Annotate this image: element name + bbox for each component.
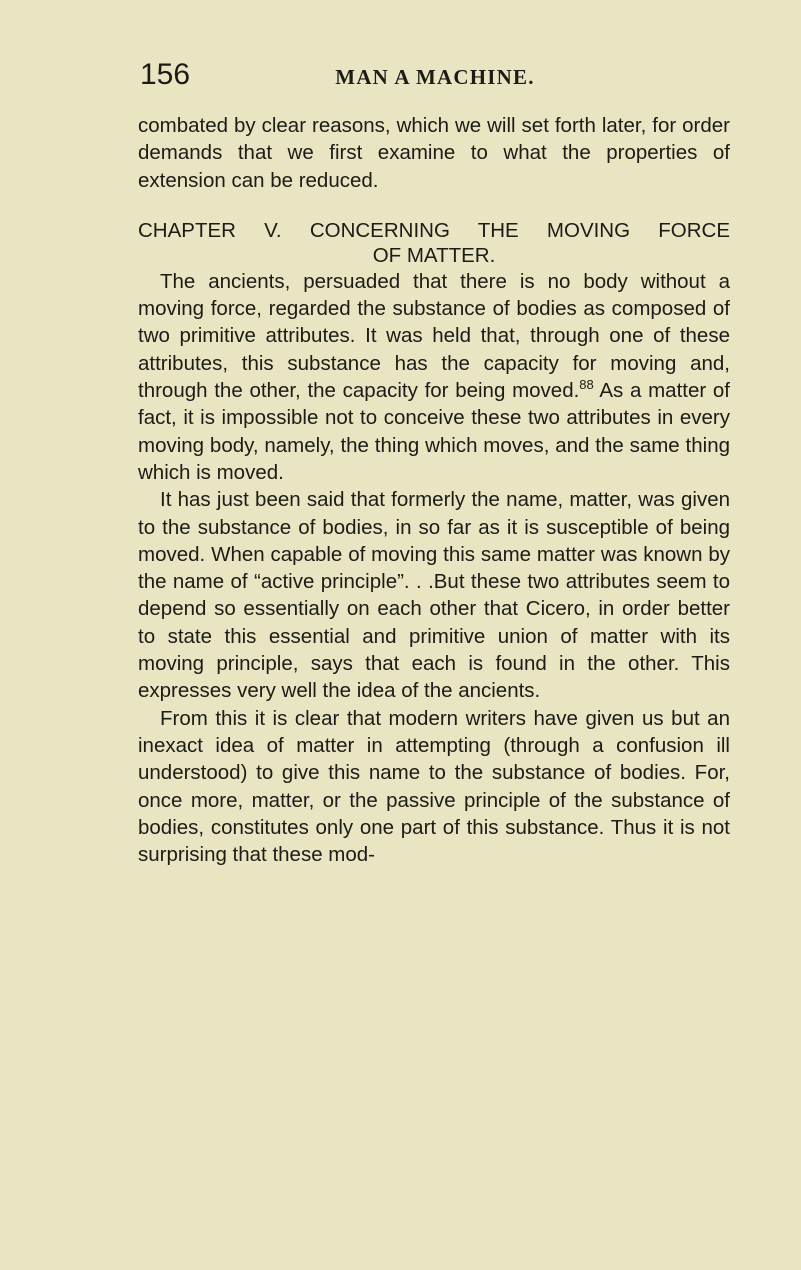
paragraph-ancients (138, 268, 730, 486)
page-header (140, 58, 730, 98)
page-number: 156 (140, 58, 191, 91)
paragraph-continued: combated by clear reasons, which we will set forth later, for order demands that we first examine to what the properties of extension can be reduced. (138, 114, 730, 192)
chapter-heading-line-1: CHAPTER V. CONCERNING THE MOVING FORCE (138, 218, 730, 242)
paragraph-ancients-part-2: As a matter of fact, it is impossible not to conceive these two attributes in every moving body, namely, the thing which moves, and the same thing which is moved. (138, 379, 730, 484)
paragraph-modern-writers: From this it is clear that modern writers have given us but an inexact idea of matter in attempting (through a confusion ill understood) to give this name to the substance of bodies. For, once more, matter, or the passive principle of the substance of bodies, constitutes only one part of this substance. Thus it is not surprising that these mod- (138, 706, 730, 867)
paragraph-ancients-part-1: The ancients, persuaded that there is no body without a moving force, regarded the substance of bodies as composed of two primitive attributes. It was held that, through one of these attributes, this substance has the capacity for moving and, through the other, the capacity for being moved. (138, 269, 730, 403)
footnote-reference[interactable]: 88 (579, 377, 594, 393)
chapter-heading (138, 218, 730, 268)
chapter-heading-line-2: OF MATTER. (372, 243, 496, 267)
paragraph-matter: It has just been said that formerly the name, matter, was given to the substance of bodies, in so far as it is susceptible of being moved. When capable of moving this same matter was known by the name of “active principle”. . .But these two attributes seem to depend so essentially on each other that Cicero, in order better to state this essential and primitive union of matter with its moving principle, says that each is found in the other. This expresses very well the idea of the ancients. (138, 488, 730, 703)
running-title: MAN A MACHINE. (335, 65, 535, 89)
body-text (138, 112, 730, 868)
